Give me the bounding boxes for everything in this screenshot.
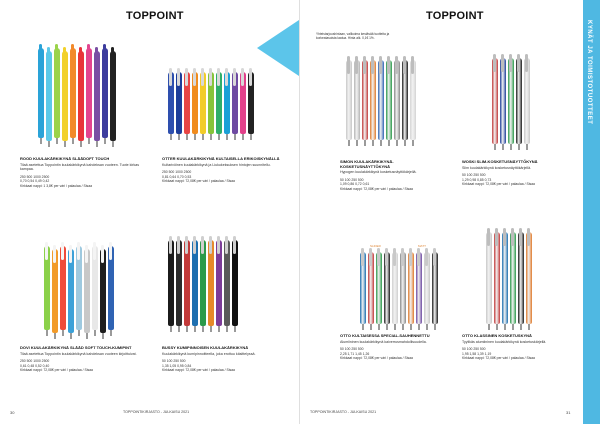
brand-logo-right: TOPPOINT (426, 10, 484, 22)
brand-logo-left: TOPPOINT (126, 10, 184, 22)
pen-tip (72, 138, 74, 144)
pen-tip (394, 324, 396, 330)
pen-clip (111, 47, 114, 65)
pen-illustration (232, 240, 238, 326)
product-desc-bussy (162, 346, 288, 373)
pen-clip (347, 56, 350, 74)
price-head: 50 100 250 500 (462, 173, 486, 178)
pen-clip (225, 68, 228, 86)
pen-tip (496, 324, 498, 330)
pen-illustration (394, 60, 400, 140)
pen-illustration (502, 232, 508, 324)
product-body: Tilaä asetettua Toppointin kuulakärkikynä kahdeksan vuoteen kirjoittuivat. (20, 351, 137, 356)
price-table (20, 359, 146, 373)
pen-clip (487, 228, 490, 246)
pen-clip (63, 47, 66, 65)
pen-clip (93, 242, 96, 260)
pen-clip (401, 248, 404, 266)
product-desc-otto-klassinen (462, 334, 562, 361)
product-desc-otto-special (340, 334, 440, 361)
pen-clip (177, 68, 180, 86)
pen-clip (525, 54, 528, 72)
pen-clip (193, 68, 196, 86)
product-image-otter (168, 72, 256, 134)
pen-illustration (416, 252, 422, 324)
pen-tip (88, 138, 90, 144)
pen-illustration (386, 60, 392, 140)
pen-tip (502, 144, 504, 150)
pen-clip (45, 242, 48, 260)
pen-illustration (108, 246, 114, 330)
pen-tip (178, 134, 180, 140)
pen-illustration (524, 58, 530, 144)
pen-clip (209, 236, 212, 254)
pen-tip (62, 330, 64, 336)
price-table (20, 175, 146, 189)
price-meta: Kirkkaat nappi: 72,08€ per vári / palaulaa / Sisaa (162, 179, 235, 184)
pen-clip (517, 54, 520, 72)
pen-illustration (70, 48, 76, 138)
pen-clip (169, 68, 172, 86)
pen-clip (495, 228, 498, 246)
pen-tip (362, 324, 364, 330)
product-body: Kultarivöinen kuulakärkikynä ja Liukukeksuksen hintojen suunnitellu. (162, 162, 271, 167)
price-table (162, 359, 288, 373)
pen-clip (71, 44, 74, 62)
pen-illustration (500, 58, 506, 144)
price-table (462, 347, 562, 361)
price-meta: Kirkkaat nappi: 72,08€ per vári / palaulaa / Sisaa (340, 186, 413, 191)
pen-clip (101, 245, 104, 263)
pen-tip (170, 134, 172, 140)
pen-illustration (408, 252, 414, 324)
pen-illustration (208, 240, 214, 326)
product-body: Alumiininen kuulakärkikynä kaiverrusmahdollisuudella. (340, 339, 427, 344)
pen-clip (225, 236, 228, 254)
pen-tip (186, 326, 188, 332)
pen-clip (193, 236, 196, 254)
pen-illustration (376, 252, 382, 324)
pen-tip (378, 324, 380, 330)
product-body: Slim kuulakärkikynä kosketusnäyttökärjellä. (462, 165, 532, 170)
pen-tip (210, 326, 212, 332)
price-head: 50 100 250 500 (340, 177, 364, 182)
pen-tip (402, 324, 404, 330)
price-table (340, 347, 440, 361)
pen-clip (209, 68, 212, 86)
product-body: Tilaä asetettua Toppointin kuulakärkikynä kahdeksan vuoteen. Tuote kirkas kampaa. (20, 162, 140, 172)
product-title: DOVI KUULAKÄRKIKYNÄ SLÄÄD SOFT TOUCH-KUMIPINT (20, 345, 132, 350)
pen-illustration (232, 72, 238, 134)
price-head: 250 500 1000 2500 (20, 174, 50, 179)
pen-tip (218, 134, 220, 140)
pen-tip (518, 144, 520, 150)
pen-clip (169, 236, 172, 254)
pen-tip (48, 141, 50, 147)
pen-tip (40, 138, 42, 144)
pen-clip (233, 236, 236, 254)
pen-tip (426, 324, 428, 330)
pen-clip (217, 236, 220, 254)
product-title: WOSKI SLIM-KOSKETUSNÄYTTÖKYNÄ (462, 159, 538, 164)
pen-clip (85, 245, 88, 263)
pen-clip (393, 248, 396, 266)
pen-tip (80, 141, 82, 147)
price-values: 1,09 0,86 0,72 0,61 (340, 182, 370, 187)
variant-label-slider: SLIDER (370, 244, 381, 248)
pen-illustration (216, 240, 222, 326)
category-label: KYNÄT JA TOIMISTOTUOTTEET (586, 20, 592, 125)
pen-illustration (354, 60, 360, 140)
price-meta: Kirkkaat nappi: 1 3,8€ per vári / palaulaa / Sisaa (20, 183, 92, 188)
price-head: 250 500 1000 2500 (20, 359, 50, 364)
pen-clip (241, 68, 244, 86)
pen-clip (109, 242, 112, 260)
pen-tip (46, 330, 48, 336)
price-meta: Kirkkaat nappi: 72,08€ per vári / palaulaa / Sisaa (20, 368, 93, 373)
product-body: Tyylikäs alumiininen kuulakärkikynä kosketuskärjellä. (462, 339, 547, 344)
pen-clip (39, 44, 42, 62)
footer-right: TOPPOINTIKIRJASTO - JULKAISU 2021 (310, 410, 377, 414)
pen-illustration (508, 58, 514, 144)
pen-illustration (516, 58, 522, 144)
pen-illustration (68, 249, 74, 333)
pen-clip (47, 47, 50, 65)
pen-illustration (224, 240, 230, 326)
intro-text: Yhteistarjoushintaan, valikoima kestävää tuotteita ja korkeatasoista laatua. Hinta alk. 0,1€ 1%. (316, 32, 390, 41)
category-sidebar (583, 0, 600, 424)
pen-illustration (410, 60, 416, 140)
pen-illustration (240, 72, 246, 134)
product-title: OTTO KLASSINEN KOSKETUSKYNÄ (462, 333, 532, 338)
price-meta: Kirkkaat nappi: 72,08€ per vári / palaulaa / Sisaa (340, 356, 413, 361)
page-number-right: 31 (566, 410, 571, 415)
pen-tip (404, 140, 406, 146)
price-table (462, 173, 562, 187)
pen-clip (503, 228, 506, 246)
pen-illustration (192, 240, 198, 326)
pen-tip (64, 141, 66, 147)
pen-illustration (492, 58, 498, 144)
price-table (162, 170, 288, 184)
pen-illustration (84, 249, 90, 333)
right-page (300, 0, 600, 424)
pen-illustration (346, 60, 352, 140)
pen-illustration (78, 51, 84, 141)
pen-tip (504, 324, 506, 330)
pen-illustration (200, 240, 206, 326)
pen-tip (372, 140, 374, 146)
product-desc-otter (162, 157, 288, 184)
product-desc-dovi (20, 346, 146, 373)
pen-tip (250, 134, 252, 140)
pen-tip (526, 144, 528, 150)
pen-tip (348, 140, 350, 146)
pen-tip (86, 333, 88, 339)
pen-clip (519, 228, 522, 246)
pen-tip (102, 333, 104, 339)
product-title: OTTER KUULAKÄRKIKYNÄ KULTAISELLA ERIKOISKYNÄLLÄ (162, 156, 280, 161)
pen-clip (411, 56, 414, 74)
pen-illustration (38, 48, 44, 138)
price-values: 1,95 1,58 1,39 1,19 (462, 351, 492, 356)
pen-clip (511, 228, 514, 246)
pen-clip (501, 54, 504, 72)
pen-clip (185, 236, 188, 254)
pen-illustration (60, 246, 66, 330)
pen-illustration (362, 60, 368, 140)
pen-illustration (54, 48, 60, 138)
pen-illustration (208, 72, 214, 134)
pen-tip (396, 140, 398, 146)
pen-illustration (368, 252, 374, 324)
pen-illustration (184, 72, 190, 134)
pen-tip (78, 330, 80, 336)
product-image-rood (38, 48, 118, 141)
pen-illustration (384, 252, 390, 324)
pen-tip (494, 144, 496, 150)
pen-clip (425, 248, 428, 266)
pen-clip (95, 47, 98, 65)
pen-clip (233, 68, 236, 86)
pen-illustration (86, 48, 92, 138)
price-head: 250 500 1000 2500 (162, 170, 192, 175)
pen-tip (194, 134, 196, 140)
pen-clip (201, 68, 204, 86)
pen-illustration (76, 246, 82, 330)
pen-clip (527, 228, 530, 246)
pen-tip (104, 138, 106, 144)
product-desc-rood (20, 157, 146, 189)
pen-illustration (510, 232, 516, 324)
pen-clip (61, 242, 64, 260)
pen-clip (77, 242, 80, 260)
pen-illustration (224, 72, 230, 134)
price-head: 50 100 250 500 (162, 359, 186, 364)
price-meta: Kirkkaat nappi: 72,08€ per vári / palaulaa / Sisaa (462, 356, 535, 361)
pen-tip (112, 141, 114, 147)
pen-clip (185, 68, 188, 86)
product-image-bussy (168, 240, 240, 326)
product-body: Kuulakärkikynä kumipinnoitteella, joka erottuu käsittelyssä. (162, 351, 256, 356)
pen-clip (361, 248, 364, 266)
pen-tip (56, 138, 58, 144)
pen-illustration (378, 60, 384, 140)
pen-clip (493, 54, 496, 72)
pen-illustration (518, 232, 524, 324)
pen-clip (387, 56, 390, 74)
pen-tip (218, 326, 220, 332)
pen-illustration (248, 72, 254, 134)
price-head: 50 100 250 500 (462, 347, 486, 352)
pen-clip (395, 56, 398, 74)
pen-tip (488, 324, 490, 330)
pen-tip (226, 134, 228, 140)
pen-illustration (176, 72, 182, 134)
price-values: 0,61 0,48 0,52 0,40 (20, 363, 50, 368)
pen-illustration (168, 240, 174, 326)
pen-clip (87, 44, 90, 62)
price-meta: Kirkkaat nappi: 72,08€ per vári / palaulaa / Sisaa (462, 182, 535, 187)
pen-clip (379, 56, 382, 74)
pen-illustration (494, 232, 500, 324)
footer-left: TOPPOINTIKIRJASTO - JULKAISU 2021 (123, 410, 190, 414)
pen-illustration (102, 48, 108, 138)
pen-tip (70, 333, 72, 339)
pen-clip (249, 68, 252, 86)
pen-tip (178, 326, 180, 332)
pen-illustration (360, 252, 366, 324)
page-number-left: 30 (10, 410, 15, 415)
pen-tip (234, 134, 236, 140)
pen-tip (520, 324, 522, 330)
pen-tip (412, 140, 414, 146)
price-values: 2,25 1,71 1,45 1,26 (340, 351, 370, 356)
pen-illustration (402, 60, 408, 140)
pen-clip (103, 44, 106, 62)
pen-tip (380, 140, 382, 146)
pen-clip (69, 245, 72, 263)
product-title: OTTO KULTAISESSA SPECIAL-SAUHENNETTU (340, 333, 430, 338)
pen-tip (94, 330, 96, 336)
pen-tip (194, 326, 196, 332)
pen-tip (96, 141, 98, 147)
pen-clip (377, 248, 380, 266)
pen-clip (55, 44, 58, 62)
pen-illustration (110, 51, 116, 141)
price-values: 0,81 0,64 0,70 0,53 (162, 174, 192, 179)
pen-tip (202, 326, 204, 332)
pen-illustration (216, 72, 222, 134)
product-title: ROOD KUULAKÄRKIKYNÄ SLÄÄDOFT TOUCH (20, 156, 110, 161)
variant-label-matt: MATT (418, 244, 426, 248)
pen-tip (226, 326, 228, 332)
pen-tip (234, 326, 236, 332)
product-body: Hypogen kuulakärkikynä kosketusnäyttökärjellä. (340, 170, 417, 175)
pen-tip (388, 140, 390, 146)
pen-clip (79, 47, 82, 65)
pen-illustration (200, 72, 206, 134)
pen-clip (355, 56, 358, 74)
pen-illustration (392, 252, 398, 324)
pen-illustration (432, 252, 438, 324)
arrow-shape (257, 20, 299, 76)
pen-clip (177, 236, 180, 254)
pen-illustration (400, 252, 406, 324)
pen-illustration (100, 249, 106, 333)
pen-illustration (62, 51, 68, 141)
pen-tip (202, 134, 204, 140)
pen-tip (186, 134, 188, 140)
pen-illustration (94, 51, 100, 141)
pen-clip (201, 236, 204, 254)
pen-illustration (176, 240, 182, 326)
pen-clip (217, 68, 220, 86)
price-table (340, 178, 440, 192)
pen-illustration (192, 72, 198, 134)
pen-illustration (92, 246, 98, 330)
pen-illustration (424, 252, 430, 324)
pen-tip (356, 140, 358, 146)
pen-tip (510, 144, 512, 150)
price-values: 0,70 0,54 0,49 0,42 (20, 179, 50, 184)
product-image-dovi (44, 246, 116, 333)
pen-clip (433, 248, 436, 266)
pen-clip (369, 248, 372, 266)
pen-illustration (44, 246, 50, 330)
product-image-otto-special (360, 252, 440, 324)
pen-tip (512, 324, 514, 330)
pen-tip (386, 324, 388, 330)
product-desc-woski (462, 160, 562, 187)
pen-tip (54, 333, 56, 339)
pen-illustration (168, 72, 174, 134)
pen-clip (363, 56, 366, 74)
pen-illustration (46, 51, 52, 141)
pen-tip (410, 324, 412, 330)
price-head: 50 100 250 500 (340, 347, 364, 352)
pen-illustration (52, 249, 58, 333)
pen-illustration (526, 232, 532, 324)
pen-clip (403, 56, 406, 74)
pen-tip (242, 134, 244, 140)
pen-tip (364, 140, 366, 146)
pen-illustration (370, 60, 376, 140)
pen-illustration (184, 240, 190, 326)
price-values: 1,35 1,05 0,95 0,84 (162, 363, 192, 368)
product-desc-simon (340, 160, 440, 192)
price-values: 1,29 0,98 0,85 0,73 (462, 177, 492, 182)
product-image-otto-klassinen (486, 232, 534, 324)
pen-clip (409, 248, 412, 266)
pen-clip (53, 245, 56, 263)
price-meta: Kirkkaat nappi: 72,08€ per vári / palaulaa / Sisaa (162, 368, 235, 373)
product-image-simon (346, 60, 418, 140)
pen-tip (434, 324, 436, 330)
product-image-woski (492, 58, 532, 144)
pen-tip (418, 324, 420, 330)
pen-tip (370, 324, 372, 330)
pen-clip (417, 248, 420, 266)
pen-illustration (486, 232, 492, 324)
pen-clip (509, 54, 512, 72)
pen-tip (528, 324, 530, 330)
product-title: BUSSY KUMIPINNOISEN KUULAKÄRKIKYNÄ (162, 345, 249, 350)
pen-clip (385, 248, 388, 266)
pen-tip (210, 134, 212, 140)
pen-clip (371, 56, 374, 74)
product-title: SIMON KUULAKÄRKIKYNÄ-KOSKETUSNÄYTTÖKYNÄ (340, 159, 394, 169)
pen-tip (170, 326, 172, 332)
pen-tip (110, 330, 112, 336)
